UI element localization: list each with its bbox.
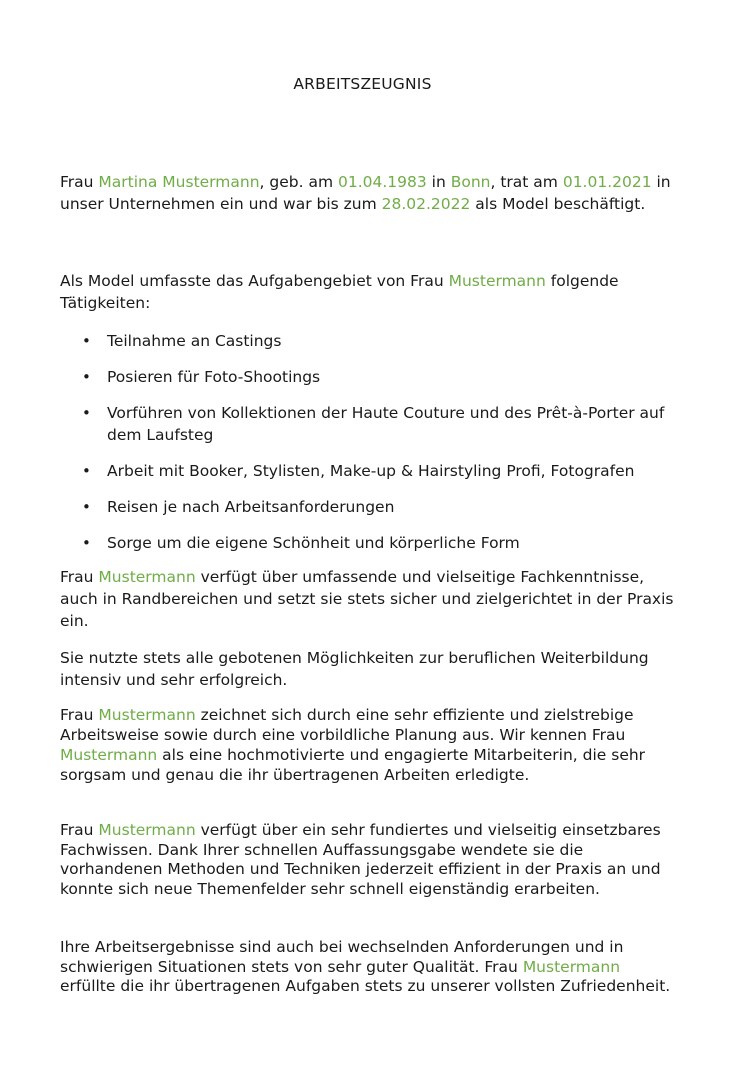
tasks-intro-paragraph: Als Model umfasste das Aufgabengebiet von Frau Mustermann folgende Tätigkeiten: — [60, 272, 619, 312]
list-item: • Reisen je nach Arbeitsanforderungen — [60, 496, 700, 518]
working-style-paragraph: Frau Mustermann zeichnet sich durch eine sehr effiziente und zielstrebige Arbeitsweise sowie durch eine vorbildliche Planung aus. Wir kennen Frau Mustermann als eine hochmotivierte und engagierte Mitarbeiterin, die sehr sorgsam und genau die ihr übertragenen Arbeiten erledigte. — [60, 706, 646, 784]
training-paragraph: Sie nutzte stets alle gebotenen Möglichkeiten zur beruflichen Weiterbildung intensiv und sehr erfolgreich. — [60, 649, 649, 689]
birth-date: 01.04.1983 — [337, 173, 427, 191]
results-paragraph: Ihre Arbeitsergebnisse sind auch bei wechselnden Anforderungen und in schwierigen Situationen stets von sehr guter Qualität. Frau Mustermann erfüllte die ihr übertragenen Aufgaben stets zu unserer vollsten Zufriedenheit. — [60, 938, 671, 995]
list-item: • Teilnahme an Castings — [60, 330, 700, 352]
task-list — [60, 330, 700, 568]
employee-last-name: Mustermann — [98, 568, 196, 586]
list-item: • Posieren für Foto-Shootings — [60, 366, 700, 388]
document-title: ARBEITSZEUGNIS — [293, 75, 432, 93]
knowledge-paragraph: Frau Mustermann verfügt über umfassende und vielseitige Fachkenntnisse, auch in Randbereichen und setzt sie stets sicher und zielgerichtet in der Praxis ein. — [60, 568, 674, 630]
list-item: • Vorführen von Kollektionen der Haute Couture und des Prêt-à-Porter auf dem Laufsteg — [60, 402, 700, 446]
employee-last-name: Mustermann — [98, 821, 196, 839]
start-date: 01.01.2021 — [562, 173, 652, 191]
expertise-paragraph: Frau Mustermann verfügt über ein sehr fundiertes und vielseitig einsetzbares Fachwissen. Dank Ihrer schnellen Auffassungsgabe wendete sie die vorhandenen Methoden und Techniken jederzeit effizient in der Praxis an und konnte sich neue Themenfelder sehr schnell eigenständig erarbeiten. — [60, 821, 661, 898]
intro-paragraph: Frau Martina Mustermann, geb. am 01.04.1983 in Bonn, trat am 01.01.2021 in unser Unternehmen ein und war bis zum 28.02.2022 als Model beschäftigt. — [60, 173, 671, 213]
end-date: 28.02.2022 — [381, 195, 471, 213]
employee-last-name: Mustermann — [522, 957, 621, 976]
employee-last-name: Mustermann — [60, 746, 158, 764]
list-item: • Arbeit mit Booker, Stylisten, Make-up & Hairstyling Profi, Fotografen — [60, 460, 700, 482]
employee-last-name: Mustermann — [448, 272, 546, 290]
birth-place: Bonn — [450, 173, 491, 191]
employee-full-name: Martina Mustermann — [98, 173, 260, 191]
list-item: • Sorge um die eigene Schönheit und körperliche Form — [60, 532, 700, 554]
employee-last-name: Mustermann — [98, 706, 196, 724]
